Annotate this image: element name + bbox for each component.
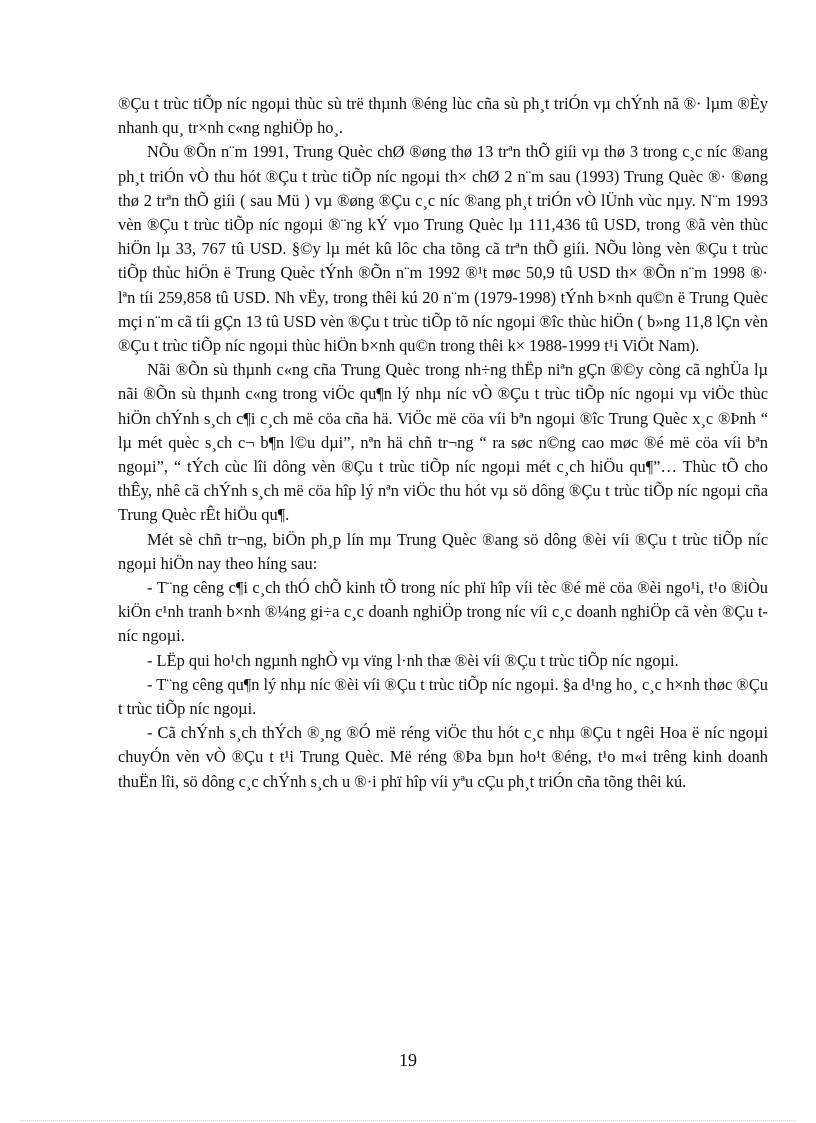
bullet-item: - LËp qui ho¹ch ngµnh nghÒ vµ vïng l·nh thæ ®èi víi ®Çu t trùc tiÕp níc ngoµi. — [147, 650, 679, 670]
paragraph: Mét sè chñ tr¬ng, biÖn ph¸p lín mµ Trung Quèc ®ang sö dông ®èi víi ®Çu t trùc tiÕp níc ngoµi hiÖn nay theo híng sau: — [118, 529, 768, 573]
paragraph: NÕu ®Õn n¨m 1991, Trung Quèc chØ ®øng thø 13 trªn thÕ giíi vµ thø 3 trong c¸c níc ®ang ph¸t triÓn vÒ thu hót ®Çu t trùc tiÕp níc ngoµi th× chØ 2 n¨m sau (1993) Trung Quèc ®· ®øng thø 2 trªn thÕ giíi ( sau Mü ) vµ ®øng ®Çu c¸c níc ®ang ph¸t triÓn vÒ lÜnh vùc nµy. N¨m 1993 vèn ®Çu t trùc tiÕp níc ngoµi ®¨ng kÝ vµo Trung Quèc lµ 111,436 tû USD, trong ®ã vèn thùc hiÖn lµ 33, 767 tû USD. §©y lµ mét kû lôc cha tõng cã trªn thÕ giíi. NÕu lòng vèn ®Çu t trùc tiÕp thùc hiÖn ë Trung Quèc tÝnh ®Õn n¨m 1992 ®¹t møc 50,9 tû USD th× ®Õn n¨m 1998 ®· lªn tíi 259,858 tû USD. Nh vËy, trong thêi kú 20 n¨m (1979-1998) tÝnh b×nh qu©n ë Trung Quèc mçi n¨m cã tíi gÇn 13 tû USD vèn ®Çu t trùc tiÕp tõ níc ngoµi ®îc thùc hiÖn ( b»ng 11,8 lÇn vèn ®Çu t trùc tiÕp níc ngoµi thùc hiÖn b×nh qu©n trong thêi k× 1988-1999 t¹i ViÖt Nam). — [118, 142, 768, 356]
page-number: 19 — [399, 1050, 417, 1070]
body-text — [118, 92, 768, 794]
bullet-item: - T¨ng cêng c¶i c¸ch thÓ chÕ kinh tÕ trong níc phï hîp víi tèc ®é më cöa ®èi ngo¹i, t¹o ®iÒu kiÖn c¹nh tranh b×nh ®¼ng gi÷a c¸c doanh nghiÖp trong níc víi c¸c doanh nghiÖp cã vèn ®Çu t níc ngoµi. — [118, 578, 768, 646]
bullet-item: - T¨ng cêng qu¶n lý nhµ níc ®èi víi ®Çu t trùc tiÕp níc ngoµi. §a d¹ng ho¸ c¸c h×nh thøc ®Çu t trùc tiÕp níc ngoµi. — [118, 674, 768, 719]
paragraph: ®Çu t trùc tiÕp níc ngoµi thùc sù trë thµnh ®éng lùc cña sù ph¸t triÓn vµ chÝnh nã ®· lµm ®Èy nhanh qu¸ tr×nh c«ng nghiÖp ho¸. — [118, 94, 768, 138]
paragraph: Nãi ®Õn sù thµnh c«ng cña Trung Quèc trong nh÷ng thËp niªn gÇn ®©y còng cã nghÜa lµ nãi ®Õn sù thµnh c«ng trong viÖc qu¶n lý nhµ níc vÒ ®Çu t trùc tiÕp níc ngoµi vµ viÖc thùc hiÖn chÝnh s¸ch c¶i c¸ch më cöa cña hä. ViÖc më cöa víi bªn ngoµi ®îc Trung Quèc x¸c ®Þnh “ lµ mét quèc s¸ch c¬ b¶n l©u dµi”, nªn hä chñ tr¬ng “ ra søc n©ng cao møc ®é më cöa víi bªn ngoµi”, “ tÝch cùc lîi dông vèn ®Çu t trùc tiÕp níc ngoµi mét c¸ch hiÖu qu¶”… Thùc tÕ cho thÊy, nhê cã chÝnh s¸ch më cöa hîp lý nªn viÖc thu hót vµ sö dông ®Çu t trùc tiÕp níc ngoµi cña Trung Quèc rÊt hiÖu qu¶. — [118, 360, 768, 525]
bottom-divider — [20, 1120, 796, 1121]
bullet-item: - Cã chÝnh s¸ch thÝch ®¸ng ®Ó më réng viÖc thu hót c¸c nhµ ®Çu t ngêi Hoa ë níc ngoµi chuyÓn vèn vÒ ®Çu t t¹i Trung Quèc. Më réng ®Þa bµn ho¹t ®éng, t¹o m«i trêng kinh doanh thuËn lîi, sö dông c¸c chÝnh s¸ch u ®·i phï hîp víi yªu cÇu ph¸t triÓn cña tõng thêi kú. — [118, 723, 768, 791]
